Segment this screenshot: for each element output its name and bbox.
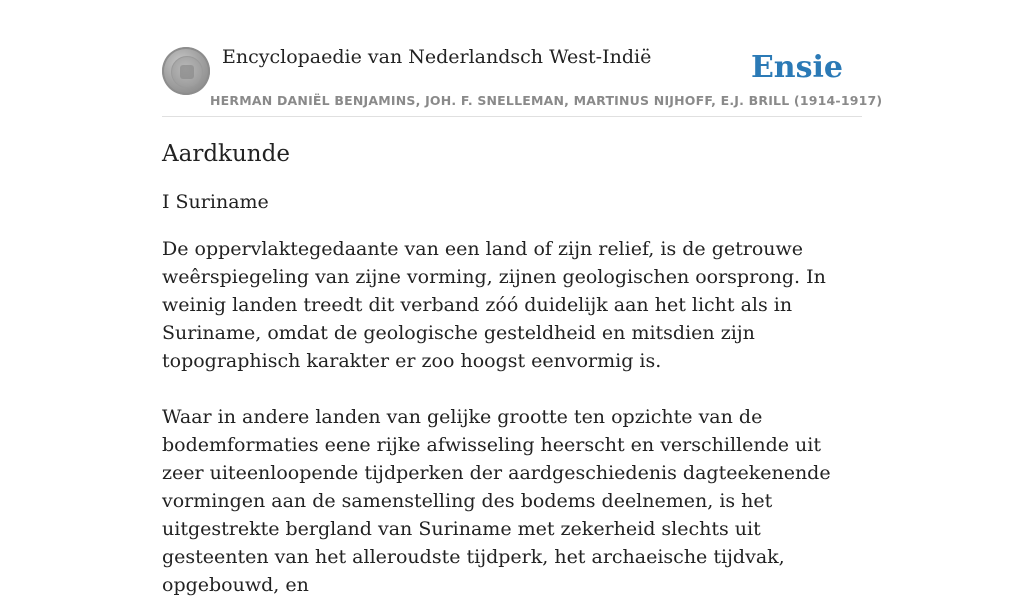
entry-title: Aardkunde — [162, 141, 290, 167]
coin-logo-icon[interactable] — [162, 47, 210, 95]
header — [162, 44, 883, 117]
article — [162, 138, 862, 599]
entry-subheading: I Suriname — [162, 191, 269, 213]
paragraph-2: Waar in andere landen van gelijke grootte ten opzichte van de bodemformaties eene rijke afwisseling heerscht en verschillende uit zeer uiteenloopende tijdperken der aardgeschiedenis dagteekenende vormingen aan de samenstelling des bodems deelnemen, is het uitgestrekte bergland van Suriname met zekerheid slechts uit gesteenten van het alleroudste tijdperk, het archaeische tijdvak, opgebouwd, en — [162, 406, 831, 596]
paragraph-1: De oppervlaktegedaante van een land of zijn relief, is de getrouwe weêrspiegeling van zijne vorming, zijnen geologischen oorsprong. In weinig landen treedt dit verband zóó duidelijk aan het licht als in Suriname, omdat de geologische gesteldheid en mitsdien zijn topographisch karakter er zoo hoogst eenvormig is. — [162, 238, 826, 372]
coin-face — [171, 56, 203, 88]
brand-logo[interactable]: Ensie — [750, 50, 843, 85]
coin-emblem — [180, 65, 194, 79]
book-title[interactable]: Encyclopaedie van Nederlandsch West-Indië — [222, 46, 652, 68]
authors-line: HERMAN DANIËL BENJAMINS, JOH. F. SNELLEMAN, MARTINUS NIJHOFF, E.J. BRILL (1914-1917) — [210, 93, 883, 108]
